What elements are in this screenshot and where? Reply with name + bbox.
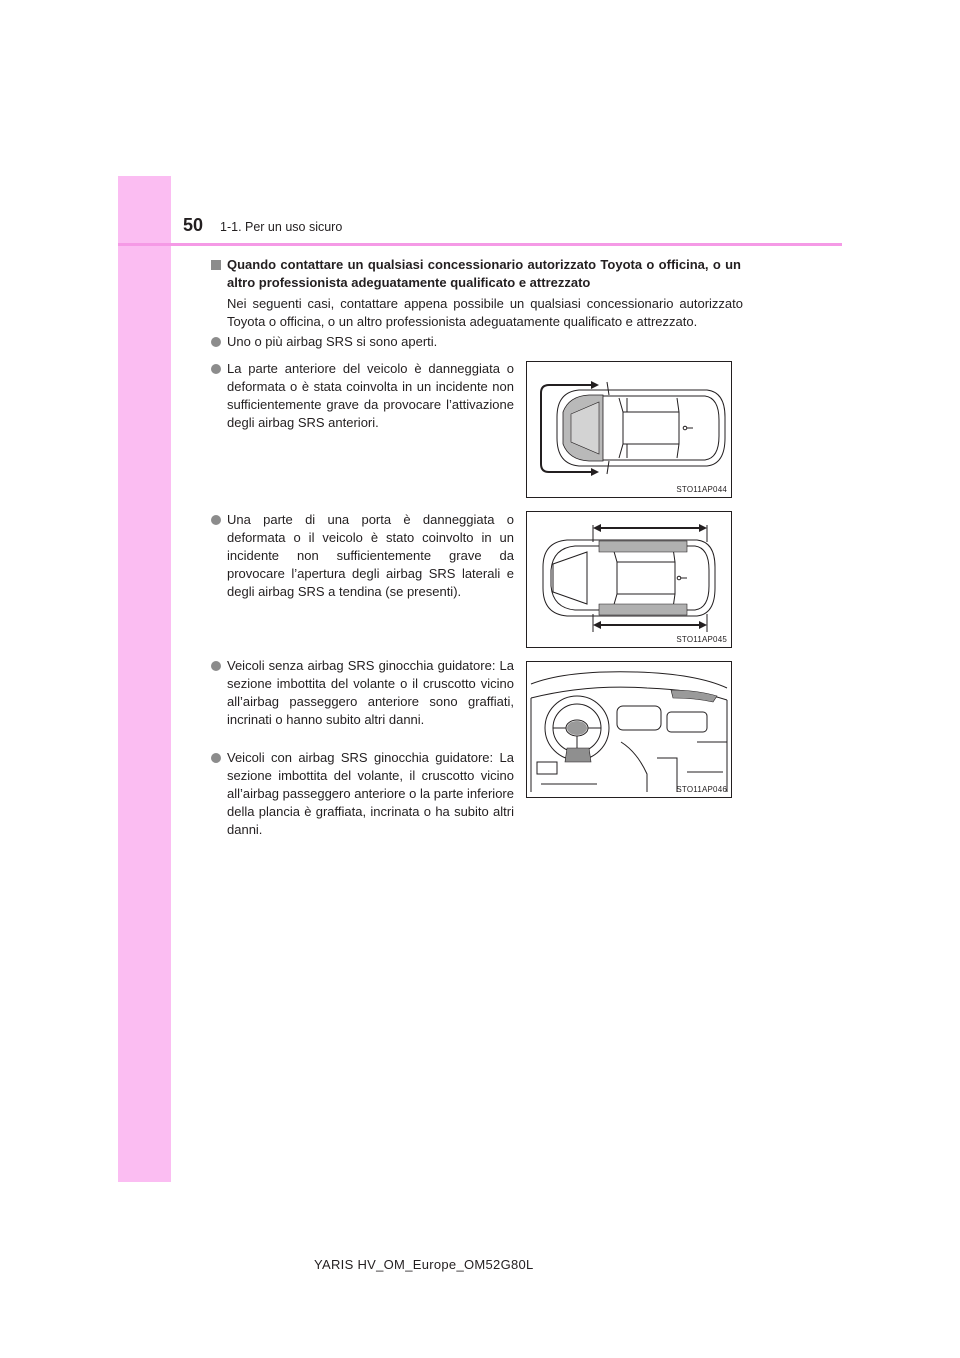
round-bullet-icon [211, 515, 221, 525]
list-item [211, 511, 514, 601]
list-item [211, 657, 514, 729]
car-top-view-side-icon [527, 512, 731, 647]
round-bullet-icon [211, 661, 221, 671]
round-bullet-icon [211, 337, 221, 347]
intro-paragraph: Nei seguenti casi, contattare appena possibile un qualsiasi concessionario autorizzato Toyota o officina, o un altro professionista adeguatamente qualificato e attrezzato. [227, 296, 743, 329]
list-item [211, 333, 731, 351]
footer-document-id: YARIS HV_OM_Europe_OM52G80L [314, 1257, 534, 1272]
list-item-text: La parte anteriore del veicolo è danneggiata o deformata o è stata coinvolta in un incidente non sufficientemente grave da provocare l’attivazione degli airbag SRS anteriori. [227, 361, 514, 430]
header-rule [118, 243, 842, 246]
list-item-text: Una parte di una porta è danneggiata o deformata o il veicolo è stato coinvolto in un incidente non sufficientemente grave da provocare l’apertura degli airbag SRS laterali e degli airbag SRS a tendina (se presenti). [227, 512, 514, 599]
list-item [211, 749, 514, 839]
figure-dashboard [526, 661, 732, 798]
round-bullet-icon [211, 753, 221, 763]
figure-code: STO11AP044 [676, 485, 727, 494]
square-bullet-icon [211, 260, 221, 270]
car-top-view-front-icon [527, 362, 731, 497]
page-number: 50 [183, 215, 204, 235]
figure-front-damage [526, 361, 732, 498]
heading-text: Quando contattare un qualsiasi concessionario autorizzato Toyota o officina, o un altro professionista adeguatamente qualificato e attrezzato [227, 257, 741, 290]
side-thumb-band [118, 176, 171, 1182]
figure-code: STO11AP045 [676, 635, 727, 644]
figure-side-damage [526, 511, 732, 648]
list-item-text: Veicoli con airbag SRS ginocchia guidatore: La sezione imbottita del volante, il cruscotto vicino all’airbag passeggero anteriore o la parte inferiore della plancia è graffiata, incrinata o ha subito altri danni. [227, 750, 514, 837]
round-bullet-icon [211, 364, 221, 374]
list-item-text: Veicoli senza airbag SRS ginocchia guidatore: La sezione imbottita del volante o il cruscotto vicino all’airbag passeggero anteriore sono graffiati, incrinati o hanno subito altri danni. [227, 658, 514, 727]
list-item-text: Uno o più airbag SRS si sono aperti. [227, 334, 438, 349]
dashboard-interior-icon [527, 662, 731, 797]
section-title: 1-1. Per un uso sicuro [220, 220, 343, 234]
list-item [211, 360, 514, 432]
section-heading [211, 256, 741, 292]
figure-code: STO11AP046 [676, 785, 727, 794]
